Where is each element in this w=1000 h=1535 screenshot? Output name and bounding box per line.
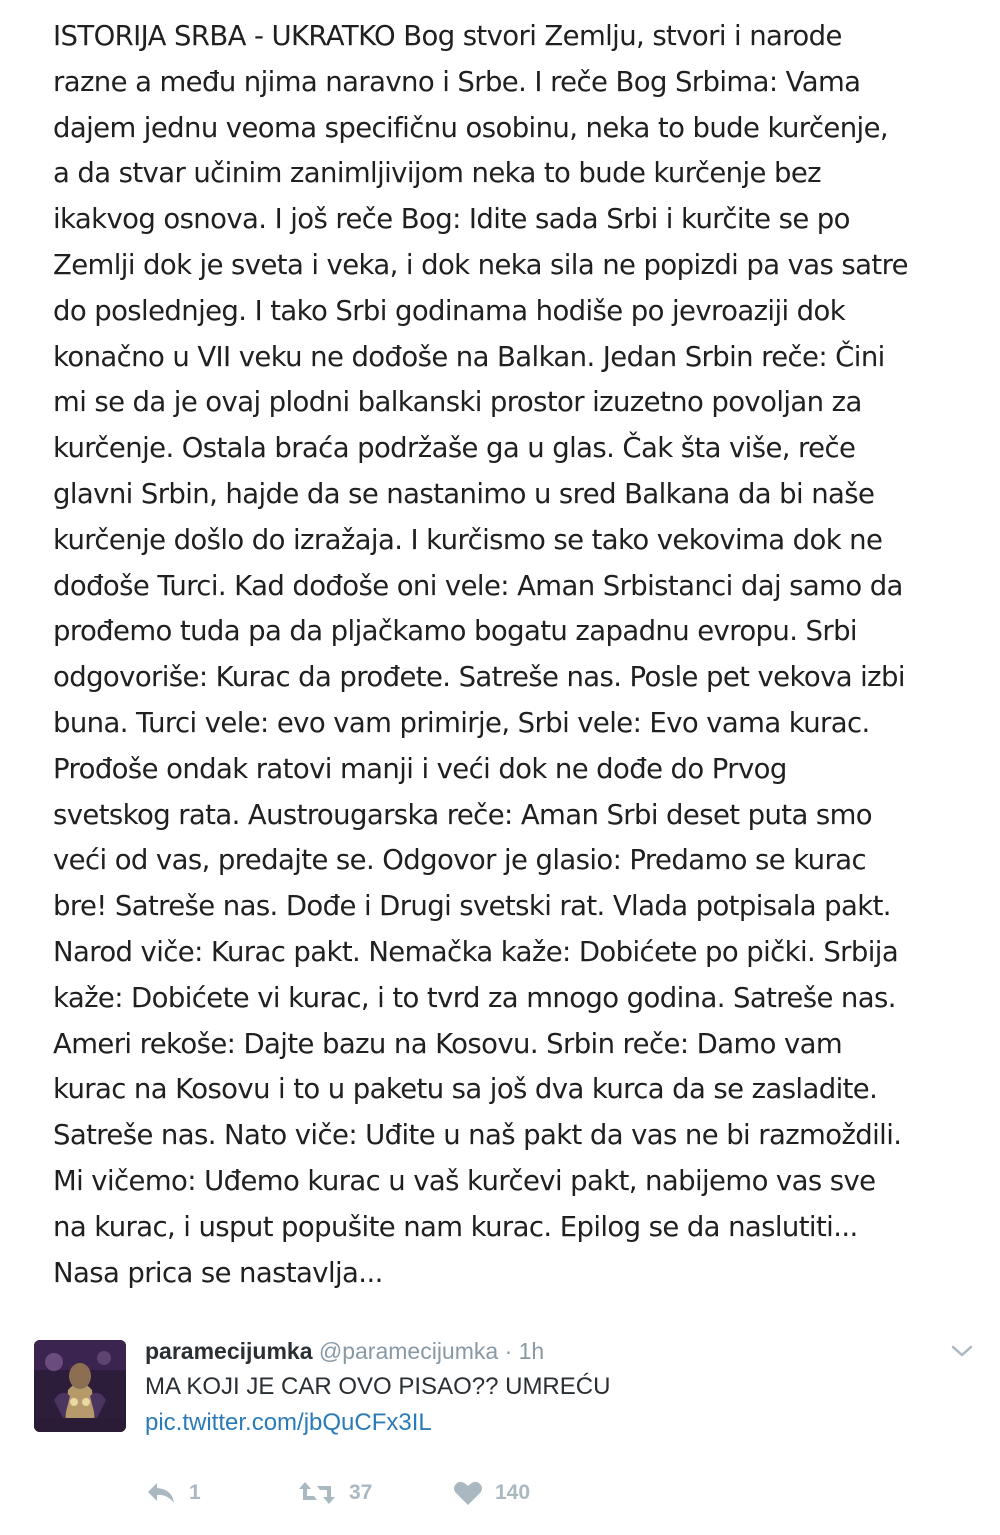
story-line: svetskog rata. Austrougarska reče: Aman Srbi deset puta smo: [53, 798, 872, 831]
story-line: odgovoriše: Kurac da prođete. Satreše nas. Posle pet vekova izbi: [53, 661, 905, 694]
tweet-media-link[interactable]: pic.twitter.com/jbQuCFx3IL: [145, 1409, 432, 1436]
tweet-timestamp[interactable]: 1h: [518, 1338, 545, 1364]
story-line: Ameri rekoše: Dajte bazu na Kosovu. Srbin reče: Damo vam: [53, 1027, 843, 1060]
retweet-count: 37: [349, 1481, 373, 1504]
user-handle[interactable]: @paramecijumka: [318, 1338, 499, 1364]
story-line: kurac na Kosovu i to u paketu sa još dva kurca da se zasladite.: [53, 1073, 878, 1106]
story-line: konačno u VII veku ne dođoše na Balkan. Jedan Srbin reče: Čini: [53, 340, 885, 373]
like-count: 140: [495, 1481, 531, 1504]
story-line: Zemlji dok je sveta i veka, i dok neka sila ne popizdi pa vas satre: [53, 248, 908, 281]
tweet: [0, 1320, 1000, 1535]
retweet-icon: [297, 1480, 337, 1506]
story-line: mi se da je ovaj plodni balkanski prostor izuzetno povoljan za: [53, 386, 862, 419]
story-line: kurčenje došlo do izražaja. I kurčismo se tako vekovima dok ne: [53, 523, 883, 556]
like-button[interactable]: [453, 1480, 530, 1506]
tweet-text: MA KOJI JE CAR OVO PISAO?? UMREĆU: [145, 1373, 611, 1400]
story-line: Satreše nas. Nato viče: Uđite u naš pakt da vas ne bi razmoždili.: [53, 1119, 902, 1152]
story-line: glavni Srbin, hajde da se nastanimo u sred Balkana da bi naše: [53, 477, 875, 510]
story-line: Narod viče: Kurac pakt. Nemačka kaže: Dobićete po pički. Srbija: [53, 935, 899, 968]
display-name[interactable]: paramecijumka: [145, 1338, 313, 1364]
reply-icon: [145, 1480, 177, 1506]
story-line: Mi vičemo: Uđemo kurac u vaš kurčevi pakt, nabijemo vas sve: [53, 1164, 876, 1197]
story-line: ikakvog osnova. I još reče Bog: Idite sada Srbi i kurčite se po: [53, 203, 850, 236]
story-text: [53, 14, 973, 1296]
reply-count: 1: [189, 1481, 201, 1504]
story-line: a da stvar učinim zanimljivijom neka to bude kurčenje bez: [53, 157, 822, 190]
story-line: razne a među njima naravno i Srbe. I reče Bog Srbima: Vama: [53, 65, 861, 98]
reply-button[interactable]: [145, 1480, 201, 1506]
retweet-button[interactable]: [297, 1480, 372, 1506]
chevron-down-icon: [950, 1342, 974, 1360]
story-line: ISTORIJA SRBA - UKRATKO Bog stvori Zemlju, stvori i narode: [53, 20, 842, 52]
profile-photo-icon: [34, 1340, 126, 1432]
story-line: Prođoše ondak ratovi manji i veći dok ne dođe do Prvog: [53, 752, 787, 785]
story-line: kurčenje. Ostala braća podržaše ga u glas. Čak šta više, reče: [53, 432, 856, 465]
story-line: dođoše Turci. Kad dođoše oni vele: Aman Srbistanci daj samo da: [53, 569, 903, 602]
story-line: buna. Turci vele: evo vam primirje, Srbi vele: Evo vama kurac.: [53, 706, 870, 739]
story-line: dajem jednu veoma specifičnu osobinu, neka to bude kurčenje,: [53, 111, 889, 144]
story-line: Nasa prica se nastavlja...: [53, 1256, 383, 1289]
story-line: do poslednjeg. I tako Srbi godinama hodiše po jevroaziji dok: [53, 294, 846, 327]
story-line: na kurac, i usput popušite nam kurac. Epilog se da naslutiti...: [53, 1210, 858, 1243]
avatar[interactable]: [34, 1340, 126, 1432]
story-line: kaže: Dobićete vi kurac, i to tvrd za mnogo godina. Satreše nas.: [53, 981, 896, 1014]
heart-icon: [453, 1480, 483, 1506]
tweet-options-button[interactable]: [950, 1342, 974, 1360]
tweet-author[interactable]: [145, 1338, 544, 1365]
story-line: veći od vas, predajte se. Odgovor je glasio: Predamo se kurac: [53, 844, 866, 877]
story-line: prođemo tuda pa da pljačkamo bogatu zapadnu evropu. Srbi: [53, 615, 857, 648]
meta-separator: ·: [504, 1338, 513, 1364]
story-line: bre! Satreše nas. Dođe i Drugi svetski rat. Vlada potpisala pakt.: [53, 890, 891, 923]
